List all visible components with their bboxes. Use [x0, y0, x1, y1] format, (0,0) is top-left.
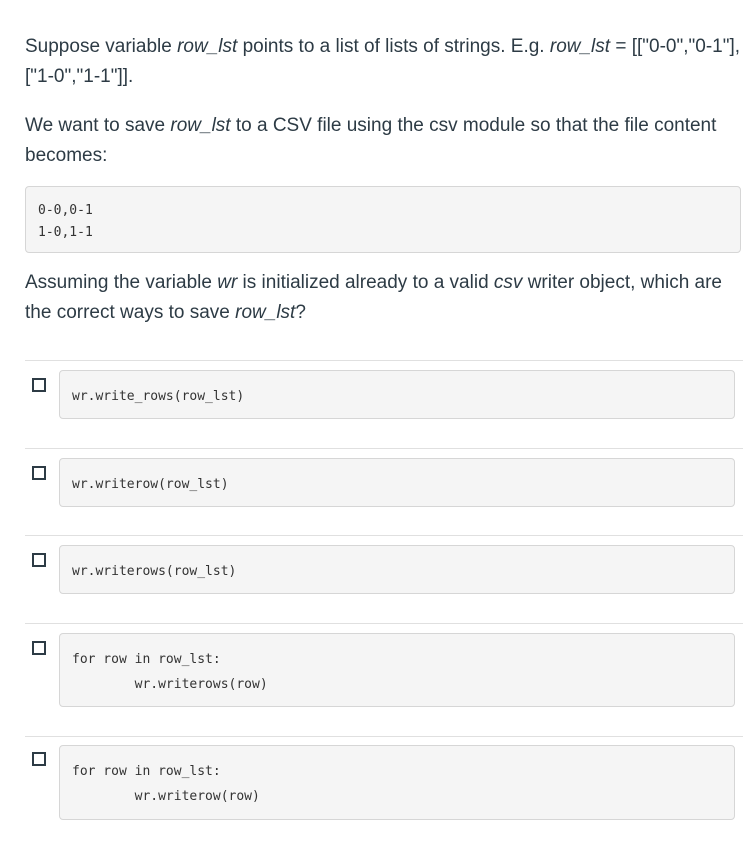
answer-checkbox[interactable] [32, 466, 46, 480]
text: to a CSV file using the csv module so that the file content becomes: [25, 115, 717, 166]
text: writer object, which are the correct ways to save [25, 272, 722, 323]
text: Assuming the variable [25, 272, 218, 293]
answer-option-3 [25, 535, 743, 624]
text: = [["0-0","0-1"],["1-0","1-1"]]. [25, 36, 741, 87]
answer-code[interactable]: wr.writerows(row_lst) [59, 545, 735, 594]
variable-name: row_lst [235, 302, 296, 323]
question-text [25, 32, 745, 171]
variable-name: row_lst [549, 36, 611, 57]
expected-csv-content: 0-0,0-1 1-0,1-1 [25, 186, 741, 253]
answer-checkbox[interactable] [32, 553, 46, 567]
variable-name: wr [217, 272, 238, 293]
variable-name: csv [493, 272, 523, 293]
text: ? [295, 302, 306, 323]
answer-checkbox[interactable] [32, 378, 46, 392]
answer-code[interactable]: wr.writerow(row_lst) [59, 458, 735, 507]
answer-option-2 [25, 448, 743, 537]
answer-option-4 [25, 623, 743, 737]
variable-name: row_lst [170, 115, 231, 136]
answer-option-5 [25, 736, 743, 850]
answer-code[interactable]: for row in row_lst: wr.writerow(row) [59, 745, 735, 820]
question-paragraph-1 [25, 32, 745, 92]
question-paragraph-3 [25, 268, 745, 328]
answer-code[interactable]: for row in row_lst: wr.writerows(row) [59, 633, 735, 707]
answer-code[interactable]: wr.write_rows(row_lst) [59, 370, 735, 419]
answer-checkbox[interactable] [32, 752, 46, 766]
answer-option-1 [25, 360, 743, 449]
text: Suppose variable [25, 36, 178, 57]
text: We want to save [25, 115, 171, 136]
variable-name: row_lst [177, 36, 238, 57]
answer-checkbox[interactable] [32, 641, 46, 655]
question-paragraph-2 [25, 111, 745, 171]
text: is initialized already to a valid [237, 272, 494, 293]
text: points to a list of lists of strings. E.g. [237, 36, 550, 57]
